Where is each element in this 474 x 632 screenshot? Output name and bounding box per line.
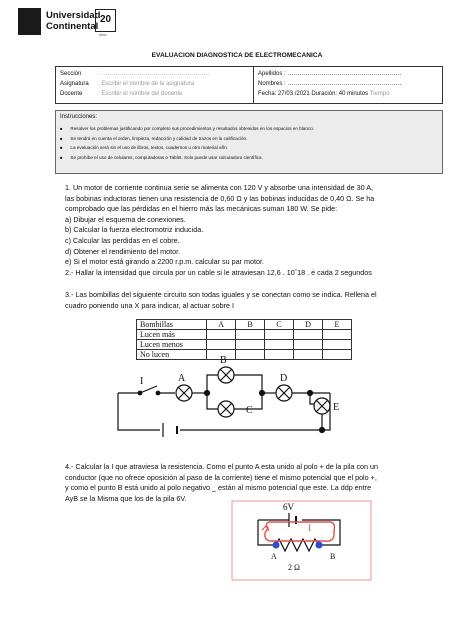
table-row-label: Lucen menos bbox=[137, 340, 207, 350]
table-row-label: No lucen bbox=[137, 350, 207, 360]
instruction-item: ■ Resolver los problemas justificando por completo sus procedimientos y resultados obtenidos en los espacios en blanco. bbox=[60, 124, 314, 134]
circuit-wire bbox=[118, 393, 160, 430]
instruction-item: ■ Se tendrá en cuenta el orden, limpieza, redacción y calidad de trazos en la calificación. bbox=[60, 134, 314, 144]
asignatura-row: Asignatura : Escribir el nombre de la asignatura bbox=[60, 81, 195, 87]
switch-lever bbox=[140, 386, 157, 393]
university-logo-text: Universidad Continental bbox=[46, 10, 101, 32]
resistor-circuit-diagram bbox=[232, 501, 371, 580]
circuit-wire bbox=[234, 375, 262, 393]
question-1-text: 1. Un motor de corriente continua serie se alimenta con 120 V y absorbe una intensidad de 30 A, las bobinas inductoras tienen una resistencia de 0,60 Ω y las bobinas inducidas de 0,40 Ω. Se ha comprobado que las pérdidas en el hierro más las mecánicas suman 180 W. Se pide: a) Dibujar el esquema de conexiones. b) Calcular la fuerza electromotriz inducida. c) Calcular las perdidas en el cobre. d) Obtener el rendimiento del motor. e) Si el motor está girando a 2200 r.p.m. calcular su par motor. 2.- Hallar la intensidad que circula por un cable si le atraviesan 12,6 . 10ˆ18 . ė cada 2 segundos bbox=[65, 183, 375, 277]
instructions-title: Instrucciones: bbox=[60, 114, 98, 120]
apellidos-row: Apellidos : ………………………………………………… bbox=[258, 71, 402, 77]
table-header-cell: C bbox=[265, 320, 294, 330]
docente-row: Docente : Escribir el nombre del docente bbox=[60, 91, 183, 97]
question-4-text: 4.- Calcular la I que atraviesa la resistencia. Como el punto A esta unido al polo + de la pila con un conductor (que no ofrece oposición al paso de la corriente) tiene el mismo potencial que el polo +, y como el punto B está unido al polo negativo _ están al mismo potencial que este. La ddp entre AyB se la Misma que los de la pila 6V. bbox=[65, 462, 379, 503]
circuit-wire bbox=[180, 393, 330, 430]
point-a bbox=[273, 542, 280, 549]
table-header-cell: B bbox=[236, 320, 265, 330]
bulb-e-label: E bbox=[333, 402, 340, 413]
bulb-b-label: B bbox=[220, 355, 227, 366]
point-b bbox=[316, 542, 323, 549]
switch-contact bbox=[138, 391, 142, 395]
table-header-cell: A bbox=[207, 320, 236, 330]
page-title: EVALUACION DIAGNOSTICA DE ELECTROMECANICA bbox=[151, 52, 323, 59]
circuit-wire bbox=[207, 375, 218, 393]
anniversary-seal: 20 bbox=[95, 9, 116, 32]
switch-label: I bbox=[140, 376, 144, 387]
bulb-a-label: A bbox=[178, 373, 186, 384]
nombres-row: Nombres : ………………………………………………… bbox=[258, 81, 402, 87]
bulb-c-label: C bbox=[246, 405, 253, 416]
fecha-row: Fecha: 27/03 /2021 Duración: 40 minutos Tiempo bbox=[258, 91, 390, 97]
current-label: I bbox=[308, 523, 311, 533]
anniversary-seal-sub: años bbox=[99, 33, 107, 37]
table-header-cell: Bombillas bbox=[137, 320, 207, 330]
resistance-label: 2 Ω bbox=[288, 563, 300, 572]
table-header-cell: E bbox=[323, 320, 352, 330]
bulb-d-label: D bbox=[280, 373, 288, 384]
point-a-label: A bbox=[271, 552, 277, 561]
table-row-label: Lucen más bbox=[137, 330, 207, 340]
junction-dot bbox=[320, 428, 325, 433]
seccion-row: Sección : ……………………………………………… bbox=[60, 71, 210, 77]
instruction-item: ■ La evaluación será sin el uso de libros, textos, cuadernos u otro material afín. bbox=[60, 143, 314, 153]
table-header-cell: D bbox=[294, 320, 323, 330]
voltage-label: 6V bbox=[283, 502, 294, 512]
instruction-item: ■ Se prohíbe el uso de celulares, computadoras o Tablet. Solo puede usar calculadora científica. bbox=[60, 153, 314, 163]
question-3-text: 3.- Las bombillas del siguiente circuito son todas iguales y se conectan como se indica. Rellena el cuadro poniendo una X para indicar, al actuar sobre I bbox=[65, 290, 377, 310]
point-b-label: B bbox=[330, 552, 336, 561]
